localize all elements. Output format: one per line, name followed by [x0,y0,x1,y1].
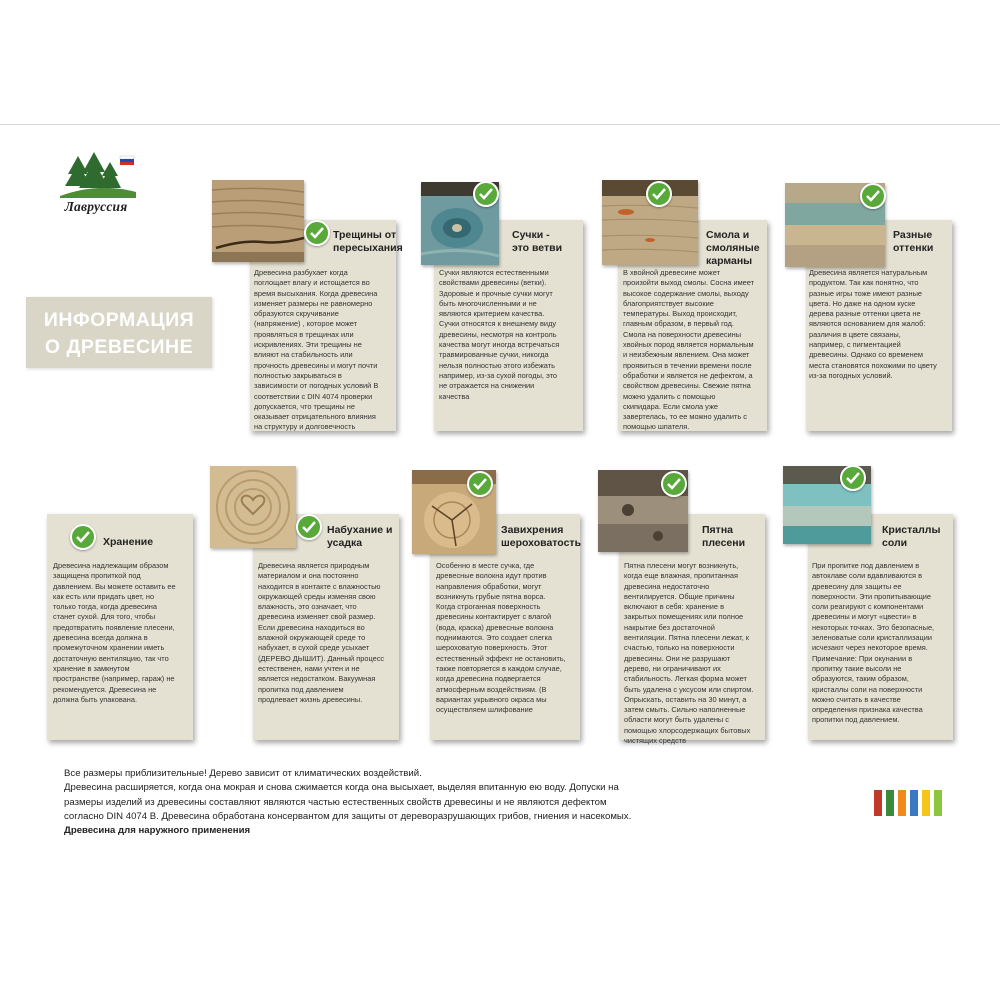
card-title: Завихрения шероховатость [501,524,582,549]
card-title: Набухание и усадка [327,524,393,549]
top-divider [0,124,1000,125]
footer-line: Все размеры приблизительные! Дерево зависит от климатических воздействий. [64,768,422,779]
footer-line: размеры изделий из древесины составляют являются частью естественных свойств древесины и не являются дефектом [64,796,607,808]
photo-cracks [212,180,304,262]
check-icon [473,181,499,207]
card-title: Разные оттенки [893,229,934,254]
check-icon [860,183,886,209]
card-title: Хранение [103,536,154,548]
banner-line-2: О ДРЕВЕСИНЕ [44,336,194,358]
card-body: При пропитке под давлением в автоклаве соли вдавливаются в древесину для защиты ее поверхности. Эти пропитывающие соли реагируют с компонентами древесины и могут «цвести» в некоторых точках. Это безопасные, зеленоватые соли кристаллизации исчезают через некоторое время. Примечание: При окунании в пропитку такие высоли не образуются, таким образом, кристаллы соли на поверхности можно считать в качестве определения признака качества пропитки под давлением. [812,561,935,725]
check-icon [304,220,330,246]
photo-swelling [210,466,296,548]
footer-line: согласно DIN 4074 В. Древесина обработана консервантом для защиты от дереворазрушающих грибов, гниения и насекомых. [64,810,632,822]
check-icon [296,514,322,540]
check-icon [840,465,866,491]
footer-emphasis: Древесина для наружного применения [64,825,251,837]
check-icon [467,471,493,497]
card-title: Кристаллы соли [882,524,941,549]
color-stripe [910,790,918,816]
color-stripe [922,790,930,816]
card-title: Трещины от пересыхания [333,229,403,254]
card-body: Древесина является природным материалом и она постоянно находится в контакте с влажностью окружающей среды изменяя свою влажность, это означает, что древесина изменяет свой размер. Если древесина находиться во влажной окружающей среде то набухает, в сухой среде усыхает (ДЕРЕВО ДЫШИТ). Данный процесс естественен, нами учтен и не является недостатком. Вакуумная пропитка под давлением продлевает жизнь древесины. [258,561,385,704]
card-body: Древесина разбухает когда поглощает влагу и истощается во время высыхания. Когда древесина изменяет размеры не равномерно образуются скручивание (напряжение) , которое может проявляться в трещинах или искривлениях. Эти трещины не влияют на стабильность или прочность древесины и могут почти полностью закрываться в зависимости от погодных условий В соответствии с DIN 4074 проверки допускается, что трещины не оказывает отрицательного влияния на структуру и долговечность [254,268,379,432]
footer-line: Древесина расширяется, когда она мокрая и снова сжимается когда она высыхает, выделяя впитанную ею воду. Допуски на [64,782,619,794]
info-banner [26,297,212,368]
brand-name: Лавруссия [64,199,128,214]
color-stripe [886,790,894,816]
card-body: Древесина является натуральным продуктом. Так как понятно, что разные игры тоже имеют разные цвета. Но даже на одном куске дерева разные оттенки цвета не являются основанием для жалоб: различия в цвете связаны, например, с пигментацией древесины. Однако со временем места становятся похожими по цвету из-за погодных условий. [809,268,937,380]
card-body: Сучки являются естественными свойствами древесины (ветки). Здоровые и прочные сучки могут быть многочисленными и не являются критерием качества. Сучки относятся к внешнему виду древесины, несмотря на контроль качества могут иногда встречаться травмированные сучки, никогда нельзя полностью этого избежать например, из-за сухой погоды, это не отражается на снижении качества [439,268,560,401]
color-stripe [898,790,906,816]
card-body: Пятна плесени могут возникнуть, когда еще влажная, пропитанная древесина недостаточно вентилируется. Общие причины включают в себя: хранение в закрытых помещениях или полное накрытие без достаточной вентиляции. Пятна плесени лежат, к счастью, только на поверхности древесины. Они не разрушают дерево, ни ограничивают их стабильность. Легкая форма может быть удалена с уксусом или спиртом. Опрыскать, оставить на 30 минут, а затем смыть. Сильно наполненные области могут быть удалены с помощью хлорсодержащих бытовых чистящих средств [624,561,754,746]
check-icon [661,471,687,497]
color-stripe [934,790,942,816]
banner-line-1: ИНФОРМАЦИЯ [43,309,195,331]
color-stripe [874,790,882,816]
card-body: Древесина надлежащим образом защищена пропиткой под давлением. Вы можете оставить ее как есть или придать цвет, но только тогда, когда древесина станет сухой. Для того, чтобы предотвратить появление плесени, древесина всегда должна в промежуточном хранении иметь достаточную вентиляцию, так что хранение в замкнутом пространстве (например, гараж) не рекомендуется. Древесина не должна быть упакована. [53,561,176,704]
check-icon [646,181,672,207]
brand-logo [54,152,138,216]
card-body: В хвойной древесине может произойти выход смолы. Сосна имеет высокое содержание смолы, выходу благоприятствует высокие температуры. Выход происходит, главным образом, в первый год. Смола на поверхности древесины хвойных пород является нормальным и неизбежным явлением. Она может проявиться в течении времени после обработки и является не дефектом, а свойством древесины. Свежие пятна можно удалить с помощью скипидара. Если смола уже завертелась, то ее можно удалить с помощью шпателя. [623,268,755,432]
card-title: Сучки - это ветви [512,229,563,254]
card-title: Смола и смоляные карманы [706,229,760,267]
footer-notes [64,767,764,838]
card-body: Особенно в месте сучка, где древесные волокна идут против направления обработки, могут возникнуть грубые пятна ворса. Когда строганная поверхность древесины контактирует с влагой (вода, краска) древесные волокна поднимаются. Это создает слегка шероховатую поверхность. Этот естественный эффект не остановить, также повторяется в каждом случае, когда древесина подвергается атмосферным воздействиям. (В вариантах укрывного окраса мы осуществляем шлифование [436,561,566,715]
forest-logo-icon [58,152,138,198]
color-stripes [874,790,944,816]
check-icon [70,524,96,550]
card-title: Пятна плесени [702,524,746,549]
